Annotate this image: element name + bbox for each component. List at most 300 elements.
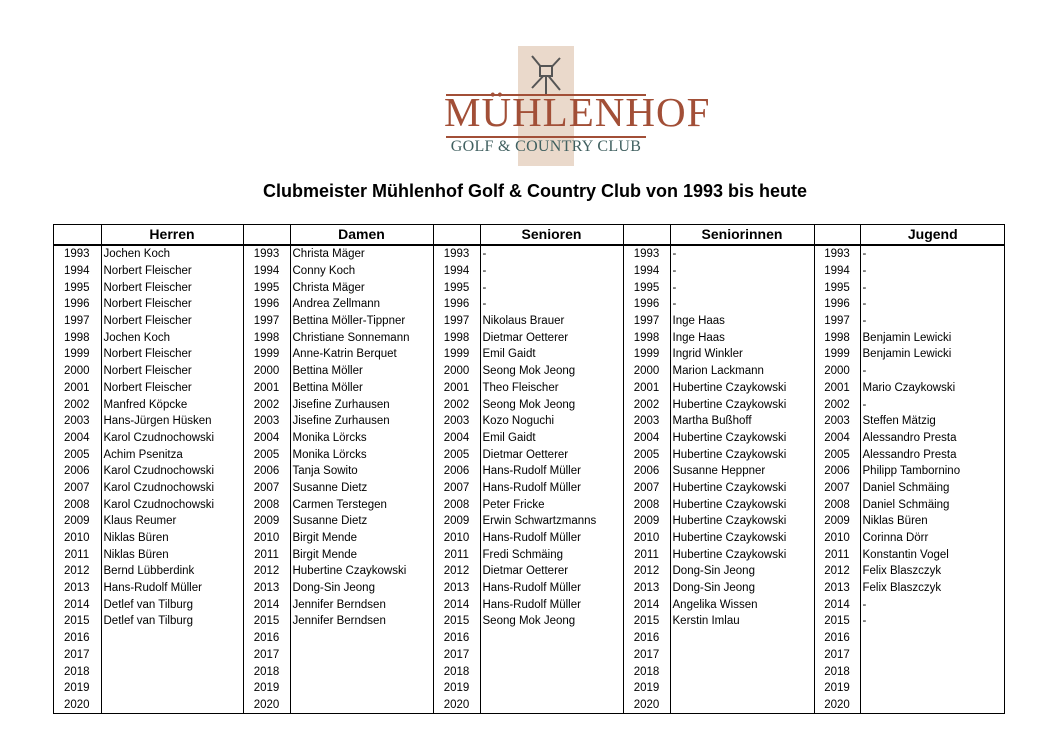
year-cell: 2007	[623, 480, 670, 497]
champion-name-cell: Inge Haas	[670, 313, 814, 330]
champion-name-cell: Martha Bußhoff	[670, 413, 814, 430]
year-cell: 2019	[623, 680, 670, 697]
year-cell: 2018	[433, 663, 480, 680]
year-cell: 1996	[53, 296, 101, 313]
champion-name-cell: Dietmar Oetterer	[480, 563, 623, 580]
champion-name-cell: -	[862, 598, 867, 611]
column-header-jugend: Jugend	[860, 224, 1005, 245]
champion-name-cell: Andrea Zellmann	[290, 296, 433, 313]
champion-name-cell: Dong-Sin Jeong	[670, 580, 814, 597]
year-cell: 2018	[814, 663, 860, 680]
champion-name-cell: Erwin Schwartzmanns	[480, 513, 623, 530]
year-cell: 2010	[53, 530, 101, 547]
year-cell: 2013	[243, 580, 290, 597]
year-cell: 2009	[623, 513, 670, 530]
year-cell: 2001	[53, 380, 101, 397]
year-cell: 2011	[814, 546, 860, 563]
champion-name-cell: Seong Mok Jeong	[480, 613, 623, 630]
champion-name-cell	[480, 663, 623, 680]
champion-name-cell: -	[862, 615, 867, 628]
year-cell: 2004	[433, 430, 480, 447]
table-row	[53, 296, 1005, 313]
year-cell: 2014	[623, 596, 670, 613]
year-cell: 2020	[243, 697, 290, 714]
champion-name-cell: Norbert Fleischer	[101, 296, 243, 313]
champion-name-cell	[290, 697, 433, 714]
year-cell: 2010	[433, 530, 480, 547]
table-row	[53, 697, 1005, 714]
year-cell: 1993	[53, 245, 101, 263]
year-cell: 2010	[243, 530, 290, 547]
champion-name-cell: -	[670, 263, 814, 280]
table-row	[53, 430, 1005, 447]
year-cell: 2014	[53, 596, 101, 613]
champion-name-cell: Conny Koch	[290, 263, 433, 280]
champion-name-cell	[860, 680, 1005, 697]
champion-name-cell: Susanne Dietz	[290, 480, 433, 497]
year-cell: 2006	[433, 463, 480, 480]
champion-name-cell: Karol Czudnochowski	[101, 480, 243, 497]
champion-name-cell: Hans-Rudolf Müller	[480, 580, 623, 597]
champion-name-cell: Jennifer Berndsen	[290, 596, 433, 613]
year-cell: 2005	[53, 446, 101, 463]
champion-name-cell: Detlef van Tilburg	[101, 596, 243, 613]
champion-name-cell	[101, 647, 243, 664]
champion-name-cell: Anne-Katrin Berquet	[290, 346, 433, 363]
champion-name-cell: Dong-Sin Jeong	[670, 563, 814, 580]
year-cell: 2003	[433, 413, 480, 430]
year-cell: 2020	[53, 697, 101, 714]
year-cell: 2007	[53, 480, 101, 497]
champion-name-cell	[670, 647, 814, 664]
champion-name-cell: Peter Fricke	[480, 496, 623, 513]
champion-name-cell: Norbert Fleischer	[101, 363, 243, 380]
year-cell: 1994	[243, 263, 290, 280]
champion-name-cell: -	[480, 263, 623, 280]
champion-name-cell: -	[480, 245, 623, 263]
champion-name-cell	[101, 630, 243, 647]
table-row	[53, 680, 1005, 697]
year-cell: 2006	[623, 463, 670, 480]
champion-name-cell: Hubertine Czaykowski	[290, 563, 433, 580]
champion-name-cell	[670, 663, 814, 680]
year-cell: 1996	[433, 296, 480, 313]
champion-name-cell: Hubertine Czaykowski	[670, 446, 814, 463]
year-cell: 2000	[814, 363, 860, 380]
champion-name-cell: Benjamin Lewicki	[862, 331, 952, 344]
champions-table	[53, 224, 1005, 713]
champion-name-cell: Dong-Sin Jeong	[290, 580, 433, 597]
year-cell: 2007	[243, 480, 290, 497]
year-cell: 2010	[623, 530, 670, 547]
champion-name-cell: -	[862, 265, 867, 278]
champion-name-cell: Karol Czudnochowski	[101, 430, 243, 447]
year-cell: 2005	[433, 446, 480, 463]
champion-name-cell	[860, 647, 1005, 664]
table-row	[53, 263, 1005, 280]
champion-name-cell: Hubertine Czaykowski	[670, 380, 814, 397]
year-cell: 1999	[433, 346, 480, 363]
champion-name-cell: Norbert Fleischer	[101, 380, 243, 397]
champion-name-cell: Bettina Möller-Tippner	[290, 313, 433, 330]
champion-name-cell: Dietmar Oetterer	[480, 329, 623, 346]
champion-name-cell: Birgit Mende	[290, 530, 433, 547]
year-cell: 2011	[53, 546, 101, 563]
logo-brand: MÜHLENHOF	[444, 89, 711, 135]
year-cell: 1996	[623, 296, 670, 313]
champion-name-cell: Manfred Köpcke	[101, 396, 243, 413]
champion-name-cell: Felix Blaszczyk	[862, 565, 942, 578]
champion-name-cell	[290, 663, 433, 680]
champion-name-cell: Hubertine Czaykowski	[670, 480, 814, 497]
champion-name-cell: Daniel Schmäing	[862, 498, 950, 511]
year-cell: 2017	[53, 647, 101, 664]
year-cell: 2015	[814, 613, 860, 630]
champion-name-cell	[860, 697, 1005, 714]
champion-name-cell: Jisefine Zurhausen	[290, 413, 433, 430]
year-cell: 2019	[243, 680, 290, 697]
year-cell: 1995	[53, 279, 101, 296]
year-cell: 2005	[814, 446, 860, 463]
champion-name-cell: Steffen Mätzig	[862, 415, 936, 428]
year-cell: 2010	[814, 530, 860, 547]
champion-name-cell: Norbert Fleischer	[101, 313, 243, 330]
column-header-seniorinnen: Seniorinnen	[670, 224, 814, 245]
year-cell: 1995	[623, 279, 670, 296]
champion-name-cell: Daniel Schmäing	[862, 481, 950, 494]
table-row	[53, 513, 1005, 530]
champion-name-cell: Monika Lörcks	[290, 446, 433, 463]
year-cell: 2002	[814, 396, 860, 413]
year-cell: 2000	[623, 363, 670, 380]
champion-name-cell: Klaus Reumer	[101, 513, 243, 530]
year-cell: 2001	[433, 380, 480, 397]
year-cell: 2011	[623, 546, 670, 563]
table-row	[53, 663, 1005, 680]
year-cell: 2016	[623, 630, 670, 647]
year-cell: 2009	[433, 513, 480, 530]
year-cell: 2007	[433, 480, 480, 497]
year-cell: 1997	[433, 313, 480, 330]
champion-name-cell: -	[862, 281, 867, 294]
column-header-herren: Herren	[101, 224, 243, 245]
year-cell: 2006	[53, 463, 101, 480]
table-row	[53, 346, 1005, 363]
year-cell: 2005	[243, 446, 290, 463]
year-cell: 1999	[814, 346, 860, 363]
year-cell: 1993	[433, 245, 480, 263]
year-cell: 2016	[433, 630, 480, 647]
year-cell: 1999	[623, 346, 670, 363]
champion-name-cell: Bernd Lübberdink	[101, 563, 243, 580]
champion-name-cell	[480, 630, 623, 647]
table-row	[53, 446, 1005, 463]
year-cell: 1997	[623, 313, 670, 330]
champion-name-cell	[101, 680, 243, 697]
table-row	[53, 463, 1005, 480]
table-row	[53, 396, 1005, 413]
champion-name-cell: Carmen Terstegen	[290, 496, 433, 513]
year-cell: 2003	[53, 413, 101, 430]
champion-name-cell: Konstantin Vogel	[862, 548, 949, 561]
logo-subtitle: GOLF & COUNTRY CLUB	[450, 138, 642, 155]
champion-name-cell: Christa Mäger	[290, 245, 433, 263]
year-cell: 2015	[623, 613, 670, 630]
table-row	[53, 245, 1005, 263]
year-cell: 2000	[433, 363, 480, 380]
champion-name-cell: -	[480, 296, 623, 313]
champion-name-cell	[101, 663, 243, 680]
year-cell: 1999	[243, 346, 290, 363]
champion-name-cell: Hans-Rudolf Müller	[101, 580, 243, 597]
champion-name-cell: Seong Mok Jeong	[480, 363, 623, 380]
champion-name-cell: Angelika Wissen	[670, 596, 814, 613]
year-cell: 2017	[243, 647, 290, 664]
champion-name-cell: Jochen Koch	[101, 329, 243, 346]
year-cell: 1995	[243, 279, 290, 296]
year-cell: 2001	[243, 380, 290, 397]
champion-name-cell: Achim Psenitza	[101, 446, 243, 463]
champion-name-cell	[101, 697, 243, 714]
club-logo	[444, 46, 711, 166]
champion-name-cell: Fredi Schmäing	[480, 546, 623, 563]
champion-name-cell	[860, 663, 1005, 680]
year-cell: 1998	[623, 329, 670, 346]
champion-name-cell: Jisefine Zurhausen	[290, 396, 433, 413]
year-cell: 2020	[433, 697, 480, 714]
champion-name-cell: Marion Lackmann	[670, 363, 814, 380]
champion-name-cell: Monika Lörcks	[290, 430, 433, 447]
champion-name-cell: Karol Czudnochowski	[101, 463, 243, 480]
champion-name-cell: Bettina Möller	[290, 363, 433, 380]
year-cell: 1993	[623, 245, 670, 263]
year-cell: 2009	[53, 513, 101, 530]
table-row	[53, 496, 1005, 513]
champion-name-cell: Dietmar Oetterer	[480, 446, 623, 463]
year-cell: 1994	[623, 263, 670, 280]
year-cell: 2015	[53, 613, 101, 630]
champion-name-cell: Birgit Mende	[290, 546, 433, 563]
year-cell: 2012	[433, 563, 480, 580]
year-cell: 2019	[814, 680, 860, 697]
year-cell: 2016	[243, 630, 290, 647]
year-cell: 2006	[814, 463, 860, 480]
champion-name-cell: Hans-Rudolf Müller	[480, 463, 623, 480]
table-row	[53, 480, 1005, 497]
table-row	[53, 613, 1005, 630]
year-cell: 2017	[814, 647, 860, 664]
year-cell: 2004	[53, 430, 101, 447]
year-cell: 2009	[814, 513, 860, 530]
year-cell: 2003	[814, 413, 860, 430]
year-cell: 2013	[814, 580, 860, 597]
champion-name-cell: Bettina Möller	[290, 380, 433, 397]
champion-name-cell: Benjamin Lewicki	[862, 348, 952, 361]
year-cell: 2011	[433, 546, 480, 563]
champion-name-cell	[860, 630, 1005, 647]
page-title: Clubmeister Mühlenhof Golf & Country Club von 1993 bis heute	[262, 181, 808, 201]
year-cell: 2008	[433, 496, 480, 513]
year-cell: 1993	[814, 245, 860, 263]
champion-name-cell: -	[862, 298, 867, 311]
champion-name-cell: Niklas Büren	[101, 530, 243, 547]
year-cell: 2000	[53, 363, 101, 380]
year-cell: 2003	[623, 413, 670, 430]
year-cell: 1999	[53, 346, 101, 363]
year-cell: 2011	[243, 546, 290, 563]
champion-name-cell	[290, 647, 433, 664]
table-row	[53, 363, 1005, 380]
champion-name-cell: Christa Mäger	[290, 279, 433, 296]
champion-name-cell: Theo Fleischer	[480, 380, 623, 397]
table-row	[53, 630, 1005, 647]
table-row	[53, 313, 1005, 330]
year-cell: 2018	[623, 663, 670, 680]
year-cell: 2006	[243, 463, 290, 480]
year-cell: 1998	[433, 329, 480, 346]
table-row	[53, 596, 1005, 613]
champion-name-cell	[670, 697, 814, 714]
table-row	[53, 380, 1005, 397]
champion-name-cell: Hubertine Czaykowski	[670, 430, 814, 447]
year-cell: 1995	[433, 279, 480, 296]
year-cell: 2004	[243, 430, 290, 447]
year-cell: 1995	[814, 279, 860, 296]
year-cell: 1998	[243, 329, 290, 346]
champion-name-cell: Jennifer Berndsen	[290, 613, 433, 630]
champion-name-cell: Niklas Büren	[862, 515, 928, 528]
champion-name-cell: Hans-Jürgen Hüsken	[101, 413, 243, 430]
champion-name-cell: Hans-Rudolf Müller	[480, 596, 623, 613]
champion-name-cell: Mario Czaykowski	[862, 381, 956, 394]
champion-name-cell: Inge Haas	[670, 329, 814, 346]
year-cell: 2003	[243, 413, 290, 430]
year-cell: 1997	[814, 313, 860, 330]
year-cell: 1994	[53, 263, 101, 280]
year-cell: 2014	[814, 596, 860, 613]
column-header-damen: Damen	[290, 224, 433, 245]
year-cell: 2002	[243, 396, 290, 413]
champion-name-cell: Philipp Tambornino	[862, 465, 961, 478]
champion-name-cell: Kozo Noguchi	[480, 413, 623, 430]
year-cell: 2007	[814, 480, 860, 497]
year-cell: 2005	[623, 446, 670, 463]
champion-name-cell: Alessandro Presta	[862, 448, 957, 461]
table-header-row	[53, 224, 1005, 245]
champion-name-cell	[480, 697, 623, 714]
champion-name-cell: Susanne Dietz	[290, 513, 433, 530]
year-cell: 2008	[623, 496, 670, 513]
year-cell: 2012	[623, 563, 670, 580]
champion-name-cell: Seong Mok Jeong	[480, 396, 623, 413]
champion-name-cell: Emil Gaidt	[480, 430, 623, 447]
champion-name-cell: Jochen Koch	[101, 245, 243, 263]
table-row	[53, 530, 1005, 547]
year-cell: 2004	[814, 430, 860, 447]
champion-name-cell: Hubertine Czaykowski	[670, 530, 814, 547]
champion-name-cell: Tanja Sowito	[290, 463, 433, 480]
champion-name-cell: Ingrid Winkler	[670, 346, 814, 363]
champion-name-cell: -	[480, 279, 623, 296]
champion-name-cell	[670, 630, 814, 647]
champion-name-cell	[670, 680, 814, 697]
year-cell: 2017	[623, 647, 670, 664]
champion-name-cell: -	[862, 248, 867, 261]
year-cell: 2012	[53, 563, 101, 580]
champion-name-cell: -	[670, 296, 814, 313]
year-cell: 2018	[243, 663, 290, 680]
year-cell: 2000	[243, 363, 290, 380]
table-row	[53, 546, 1005, 563]
champion-name-cell	[480, 680, 623, 697]
year-cell: 1994	[433, 263, 480, 280]
year-cell: 2013	[433, 580, 480, 597]
champion-name-cell: Hans-Rudolf Müller	[480, 480, 623, 497]
year-cell: 2008	[814, 496, 860, 513]
year-cell: 2001	[623, 380, 670, 397]
champion-name-cell: -	[862, 315, 867, 328]
champion-name-cell	[290, 630, 433, 647]
year-cell: 2004	[623, 430, 670, 447]
year-cell: 2008	[53, 496, 101, 513]
champion-name-cell: Nikolaus Brauer	[480, 313, 623, 330]
year-cell: 2016	[53, 630, 101, 647]
champion-name-cell: Hubertine Czaykowski	[670, 496, 814, 513]
champion-name-cell: Susanne Heppner	[670, 463, 814, 480]
year-cell: 2001	[814, 380, 860, 397]
year-cell: 2016	[814, 630, 860, 647]
champion-name-cell: Corinna Dörr	[862, 532, 929, 545]
year-cell: 2017	[433, 647, 480, 664]
year-cell: 2020	[623, 697, 670, 714]
year-cell: 2020	[814, 697, 860, 714]
year-cell: 1998	[53, 329, 101, 346]
year-cell: 2012	[243, 563, 290, 580]
year-cell: 1993	[243, 245, 290, 263]
year-cell: 1998	[814, 329, 860, 346]
year-cell: 1997	[243, 313, 290, 330]
champion-name-cell: Emil Gaidt	[480, 346, 623, 363]
year-cell: 1996	[243, 296, 290, 313]
champion-name-cell: Christiane Sonnemann	[290, 329, 433, 346]
champion-name-cell: Felix Blaszczyk	[862, 582, 942, 595]
column-header-senioren: Senioren	[480, 224, 623, 245]
year-cell: 2019	[433, 680, 480, 697]
table-row	[53, 647, 1005, 664]
champion-name-cell	[290, 680, 433, 697]
year-cell: 2013	[53, 580, 101, 597]
champion-name-cell: Detlef van Tilburg	[101, 613, 243, 630]
champion-name-cell: Hubertine Czaykowski	[670, 546, 814, 563]
year-cell: 1996	[814, 296, 860, 313]
champion-name-cell: Norbert Fleischer	[101, 346, 243, 363]
year-cell: 2008	[243, 496, 290, 513]
champion-name-cell: Kerstin Imlau	[670, 613, 814, 630]
table-row	[53, 279, 1005, 296]
champion-name-cell: -	[862, 398, 867, 411]
champion-name-cell: Norbert Fleischer	[101, 263, 243, 280]
year-cell: 2015	[243, 613, 290, 630]
champion-name-cell: Hans-Rudolf Müller	[480, 530, 623, 547]
champion-name-cell: Hubertine Czaykowski	[670, 396, 814, 413]
champion-name-cell: Hubertine Czaykowski	[670, 513, 814, 530]
year-cell: 2019	[53, 680, 101, 697]
champion-name-cell	[480, 647, 623, 664]
year-cell: 1994	[814, 263, 860, 280]
champion-name-cell: Norbert Fleischer	[101, 279, 243, 296]
year-cell: 2018	[53, 663, 101, 680]
year-cell: 1997	[53, 313, 101, 330]
